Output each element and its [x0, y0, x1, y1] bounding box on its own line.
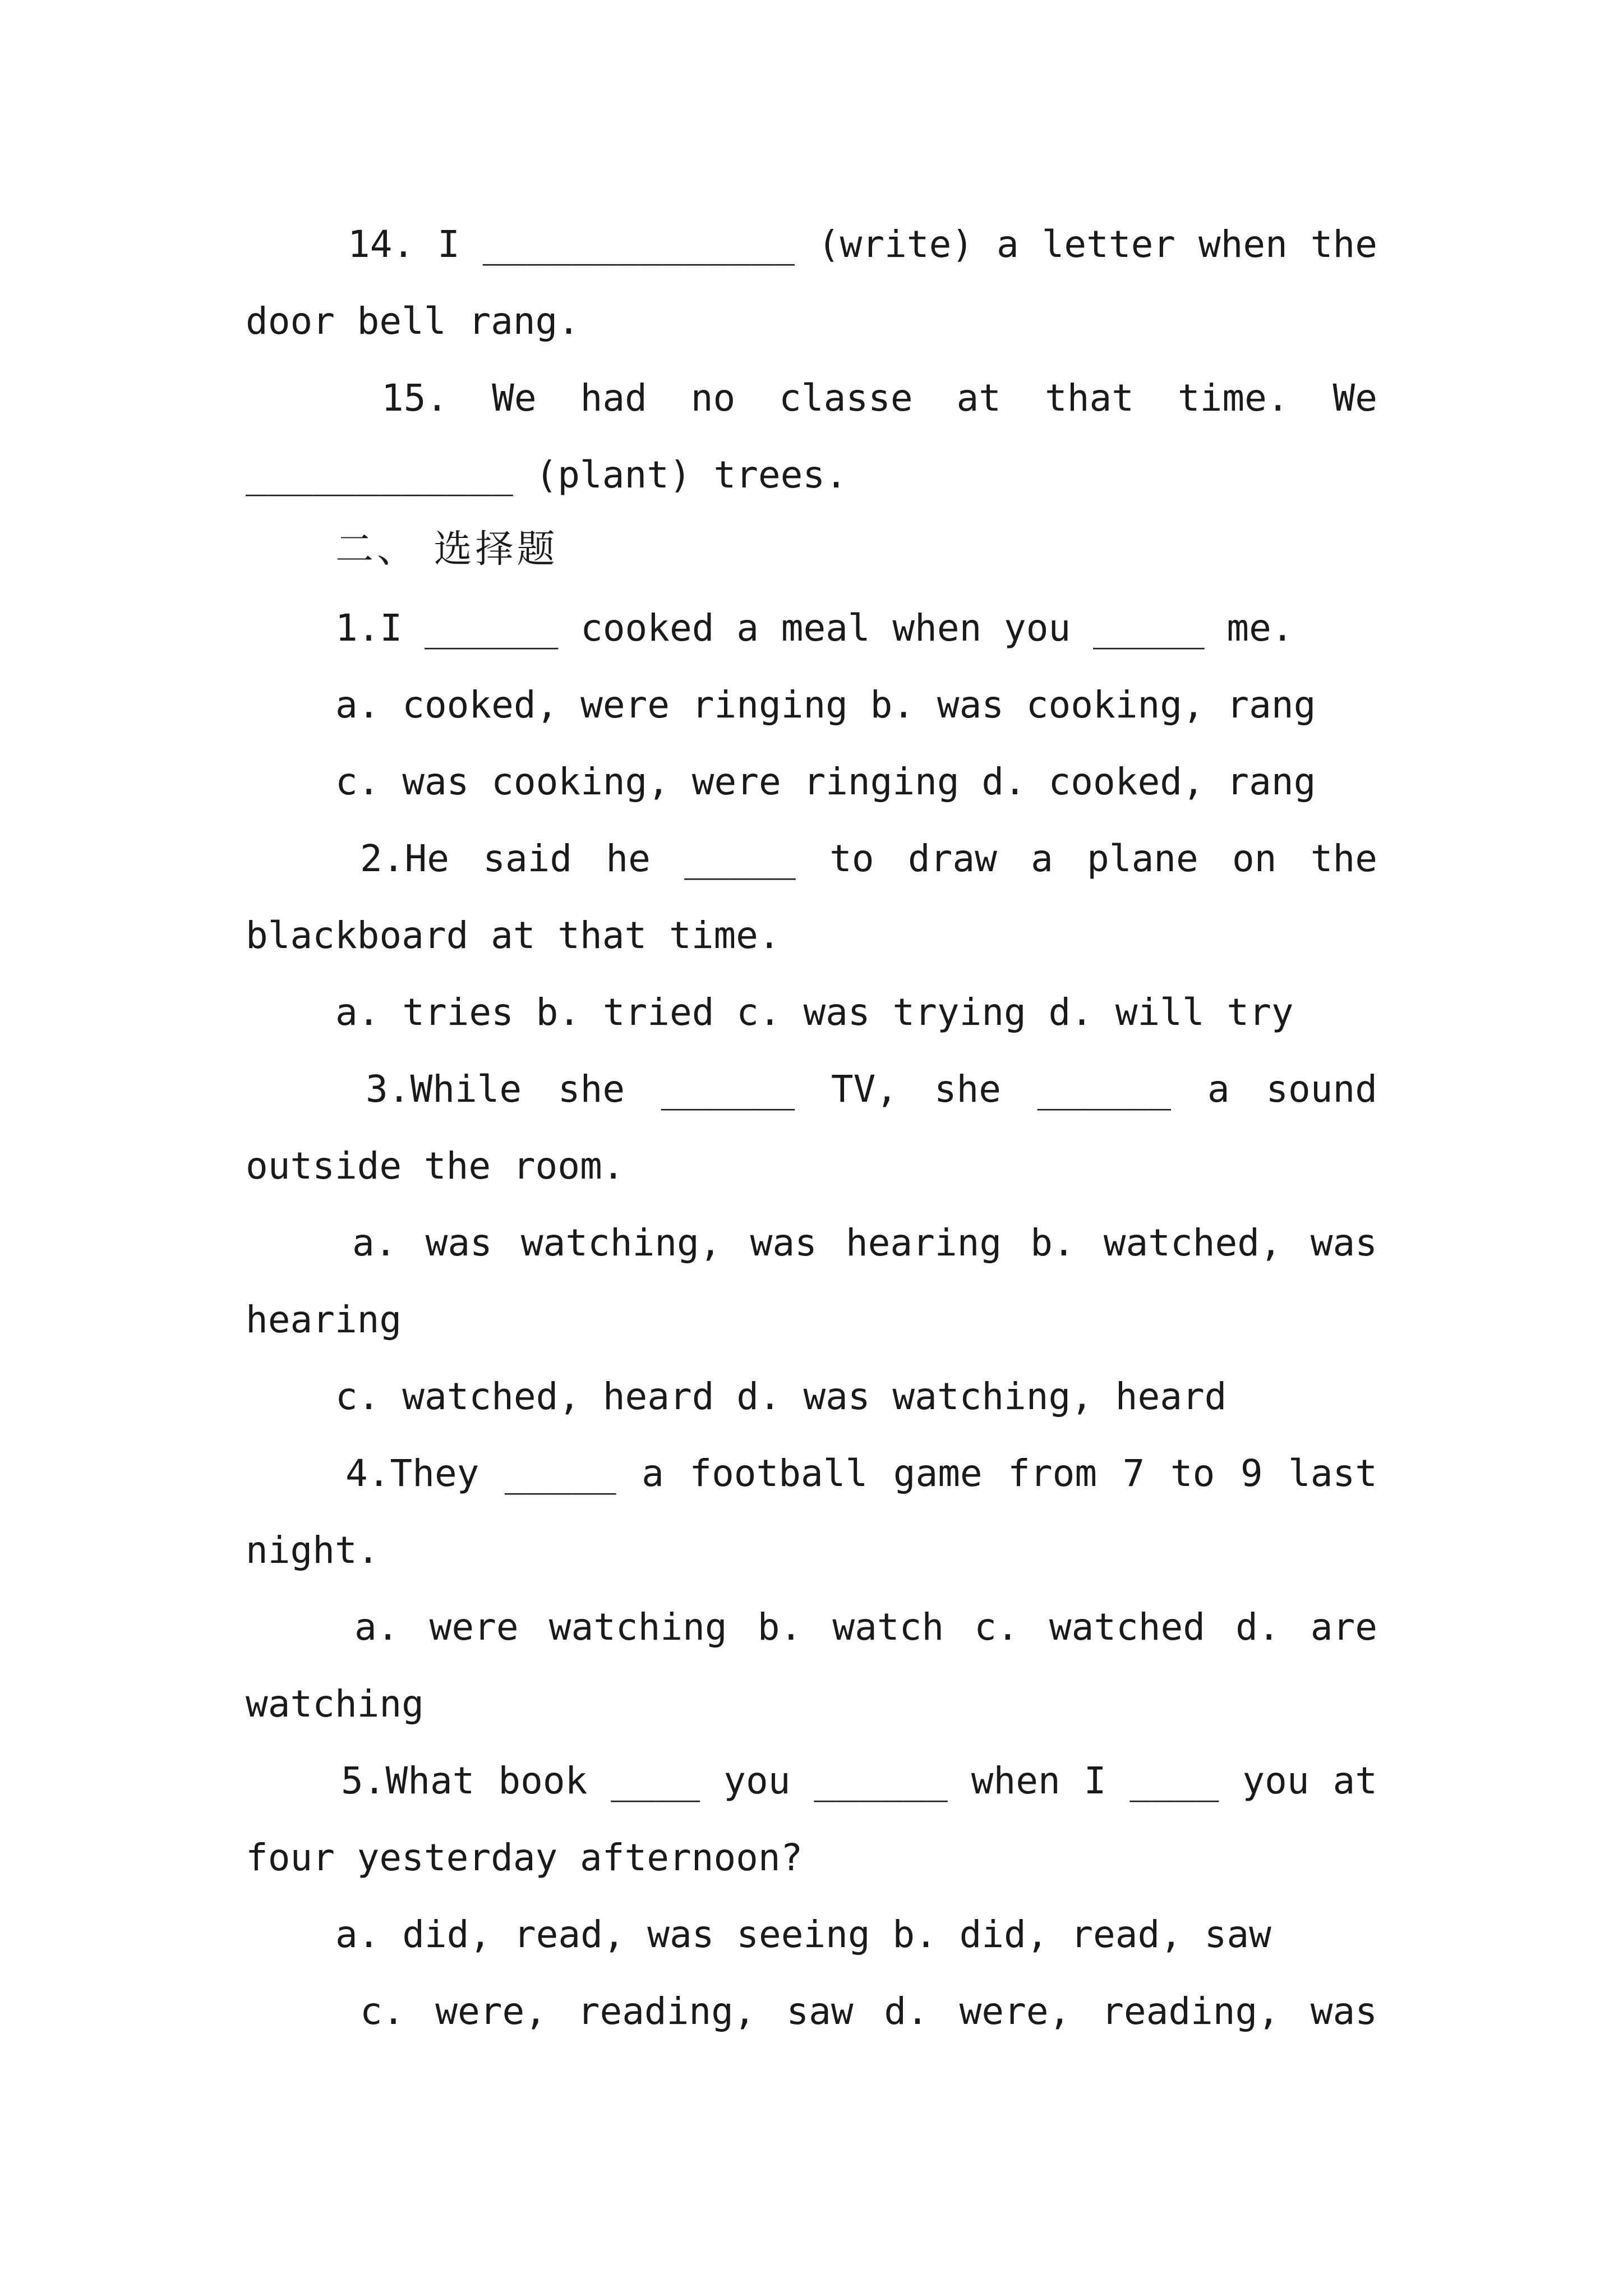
- mc4-question-line-2: night.: [246, 1529, 380, 1572]
- mc1-options-ab: a. cooked, were ringing b. was cooking, rang: [335, 683, 1316, 726]
- section-heading: 二、 选择题: [335, 527, 559, 572]
- mc1-options-cd: c. was cooking, were ringing d. cooked, rang: [335, 760, 1316, 803]
- mc5-options-line-1: a. did, read, was seeing b. did, read, saw: [335, 1913, 1271, 1956]
- mc2-question-line-2: blackboard at that time.: [246, 914, 781, 957]
- mc5-options-line-2: c. were, reading, saw d. were, reading, was: [360, 1990, 1377, 2033]
- mc2-question-line-1: 2.He said he _____ to draw a plane on the: [360, 837, 1377, 880]
- mc3-options-line-1: a. was watching, was hearing b. watched, was: [352, 1221, 1377, 1264]
- mc3-question-line-1: 3.While she ______ TV, she ______ a sound: [366, 1068, 1377, 1111]
- mc4-options-line-1: a. were watching b. watch c. watched d. are: [354, 1605, 1377, 1649]
- q14-line-1: 14. I ______________ (write) a letter when the: [348, 223, 1377, 266]
- mc3-options-line-3: c. watched, heard d. was watching, heard: [335, 1375, 1227, 1418]
- mc5-question-line-2: four yesterday afternoon?: [246, 1836, 803, 1879]
- mc3-options-line-2: hearing: [246, 1298, 402, 1341]
- mc2-options: a. tries b. tried c. was trying d. will try: [335, 991, 1294, 1034]
- mc1-question: 1.I ______ cooked a meal when you _____ me.: [335, 606, 1294, 650]
- mc4-options-line-2: watching: [246, 1682, 424, 1726]
- mc3-question-line-2: outside the room.: [246, 1144, 625, 1188]
- q15-line-2: ____________ (plant) trees.: [246, 453, 847, 496]
- mc4-question-line-1: 4.They _____ a football game from 7 to 9 last: [345, 1452, 1377, 1495]
- q14-line-2: door bell rang.: [246, 300, 580, 343]
- mc5-question-line-1: 5.What book ____ you ______ when I ____ you at: [341, 1759, 1377, 1802]
- q15-line-1: 15. We had no classe at that time. We: [381, 376, 1377, 420]
